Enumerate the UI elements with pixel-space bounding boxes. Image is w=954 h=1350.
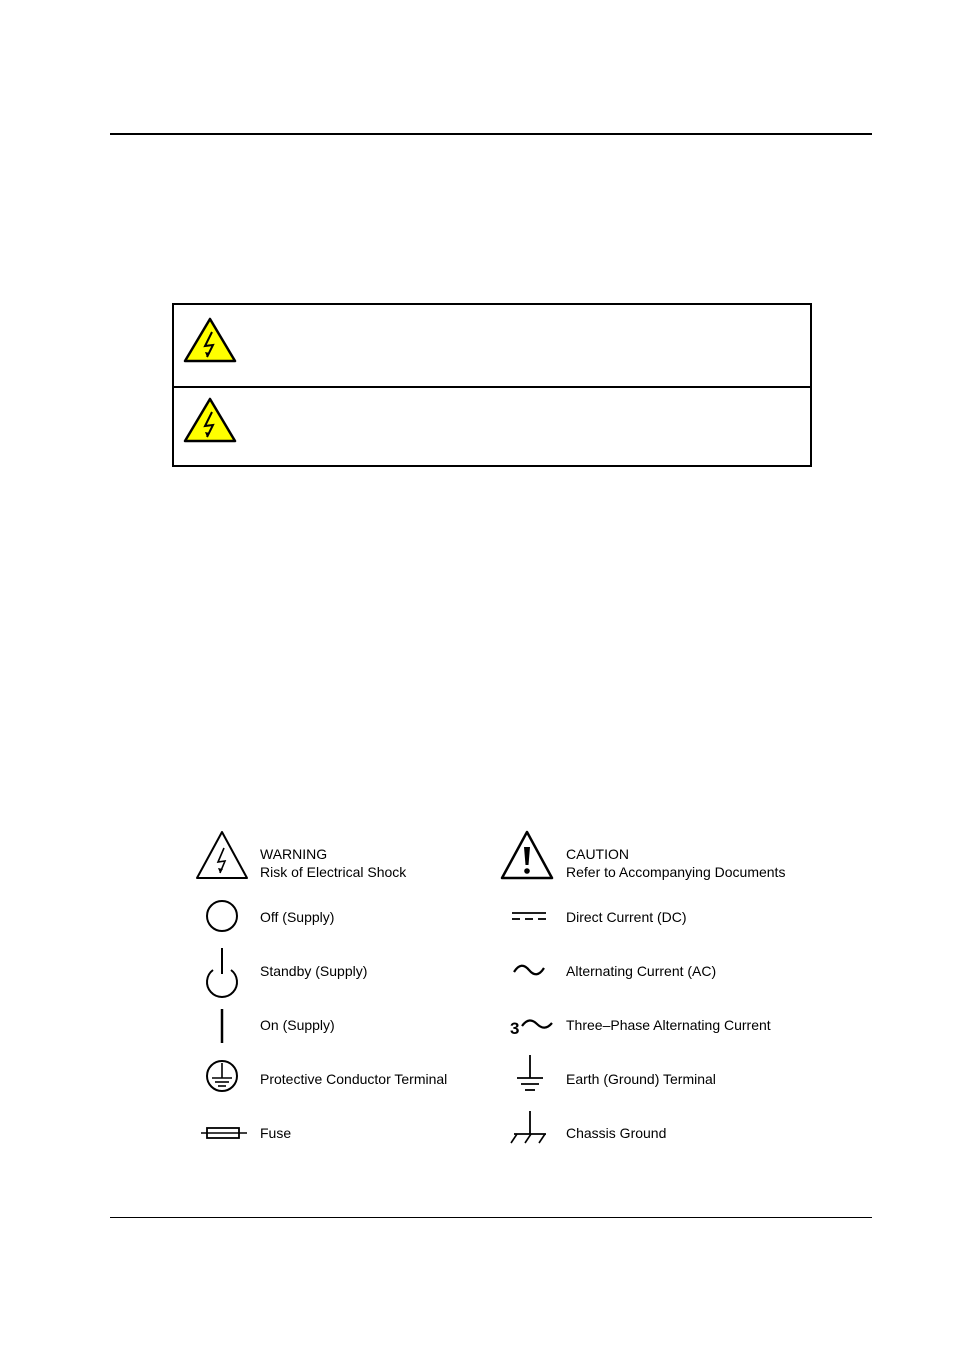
warning-box [172,303,812,467]
alternating-current-icon [500,952,556,1004]
warning-row-1 [174,305,810,388]
header-rule [110,133,872,135]
standby-supply-icon [195,948,251,1000]
legend-label: On (Supply) [260,1017,335,1033]
direct-current-icon [500,898,556,950]
three-phase-ac-icon [500,1008,556,1060]
earth-ground-icon [500,1054,556,1106]
legend-label: Fuse [260,1125,292,1141]
legend-label: Protective Conductor Terminal [260,1071,448,1087]
on-supply-icon [195,1008,251,1060]
high-voltage-warning-icon [182,396,238,444]
legend-label: Earth (Ground) Terminal [566,1071,716,1087]
chassis-ground-icon [500,1110,556,1162]
legend-label: CAUTION [566,846,629,862]
legend-sublabel: Risk of Electrical Shock [260,864,407,880]
legend-label: Off (Supply) [260,909,335,925]
legend-label: Three–Phase Alternating Current [566,1017,771,1033]
legend-label: Chassis Ground [566,1125,667,1141]
shock-warning-icon [195,828,251,880]
legend-label: WARNING [260,846,328,862]
footer-rule [110,1217,872,1218]
symbol-legend [195,828,785,1153]
off-supply-icon [195,898,251,950]
caution-icon [500,828,556,880]
high-voltage-warning-icon [182,316,238,364]
fuse-icon [195,1116,251,1168]
legend-label: Standby (Supply) [260,963,368,979]
legend-label: Alternating Current (AC) [566,963,717,979]
warning-row-2 [174,388,810,465]
legend-label: Direct Current (DC) [566,909,687,925]
three-phase-digit: 3 [510,1019,520,1038]
protective-conductor-icon [195,1056,251,1108]
legend-sublabel: Refer to Accompanying Documents [566,864,786,880]
